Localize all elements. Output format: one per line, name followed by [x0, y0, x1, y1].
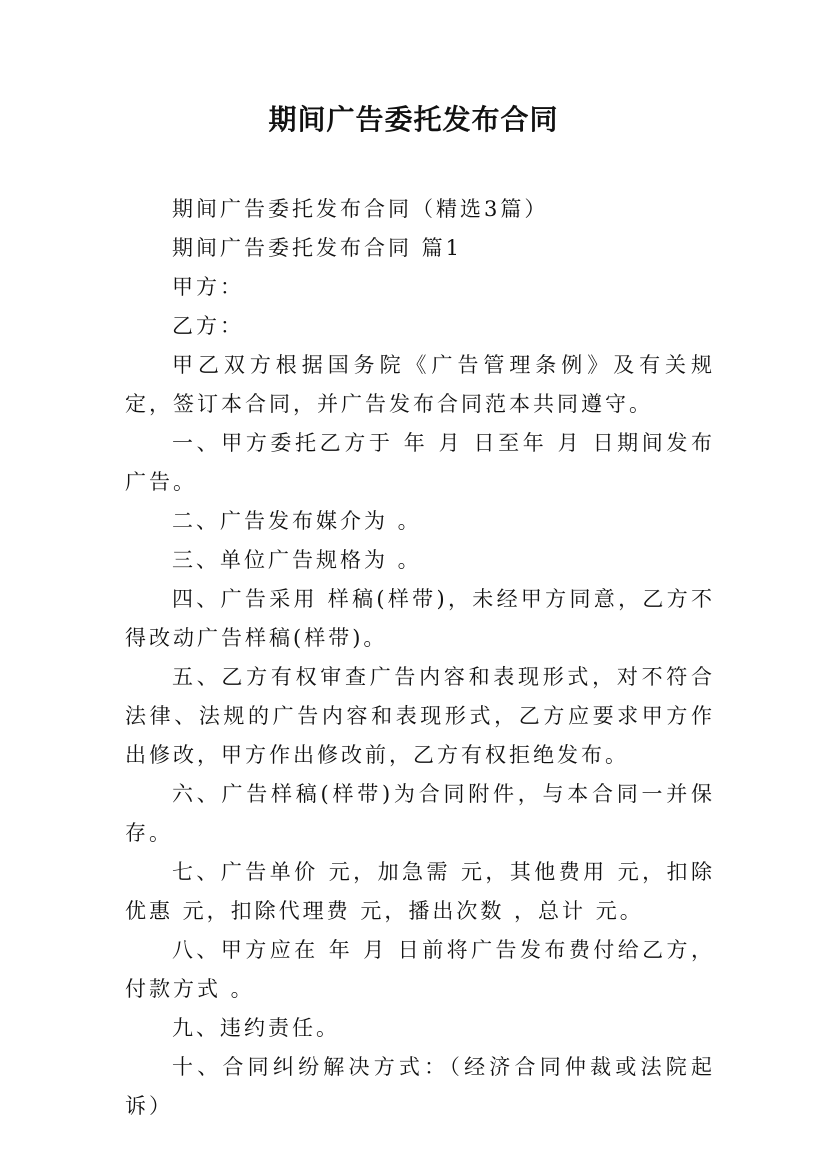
paragraph-clause-5: 五、乙方有权审查广告内容和表现形式，对不符合法律、法规的广告内容和表现形式，乙方应要求甲方作出修改，甲方作出修改前，乙方有权拒绝发布。 — [125, 665, 715, 767]
paragraph-party-a: 甲方： — [172, 275, 244, 299]
paragraph-clause-3: 三、单位广告规格为 。 — [172, 548, 422, 572]
document-title: 期间广告委托发布合同 — [268, 103, 559, 136]
paragraph-clause-8: 八、甲方应在 年 月 日前将广告发布费付给乙方，付款方式 。 — [125, 938, 715, 1001]
paragraph-section-heading: 期间广告委托发布合同 篇1 — [172, 236, 463, 260]
paragraph-clause-7: 七、广告单价 元，加急需 元，其他费用 元，扣除优惠 元，扣除代理费 元，播出次数 ，总计 元。 — [125, 860, 715, 923]
paragraph-clause-1: 一、甲方委托乙方于 年 月 日至年 月 日期间发布 广告。 — [125, 431, 715, 494]
paragraph-clause-6: 六、广告样稿(样带)为合同附件，与本合同一并保存。 — [125, 782, 715, 845]
paragraph-subtitle: 期间广告委托发布合同（精选3篇） — [172, 197, 549, 221]
paragraph-clause-10: 十、合同纠纷解决方式：（经济合同仲裁或法院起诉） — [125, 1055, 715, 1118]
paragraph-preamble: 甲乙双方根据国务院《广告管理条例》及有关规定，签订本合同，并广告发布合同范本共同遵守。 — [125, 353, 715, 416]
document-body — [125, 190, 715, 1126]
paragraph-clause-4: 四、广告采用 样稿(样带)，未经甲方同意，乙方不得改动广告样稿(样带)。 — [125, 587, 715, 650]
paragraph-party-b: 乙方： — [172, 314, 244, 338]
paragraph-clause-9: 九、违约责任。 — [172, 1016, 340, 1040]
paragraph-clause-2: 二、广告发布媒介为 。 — [172, 509, 422, 533]
